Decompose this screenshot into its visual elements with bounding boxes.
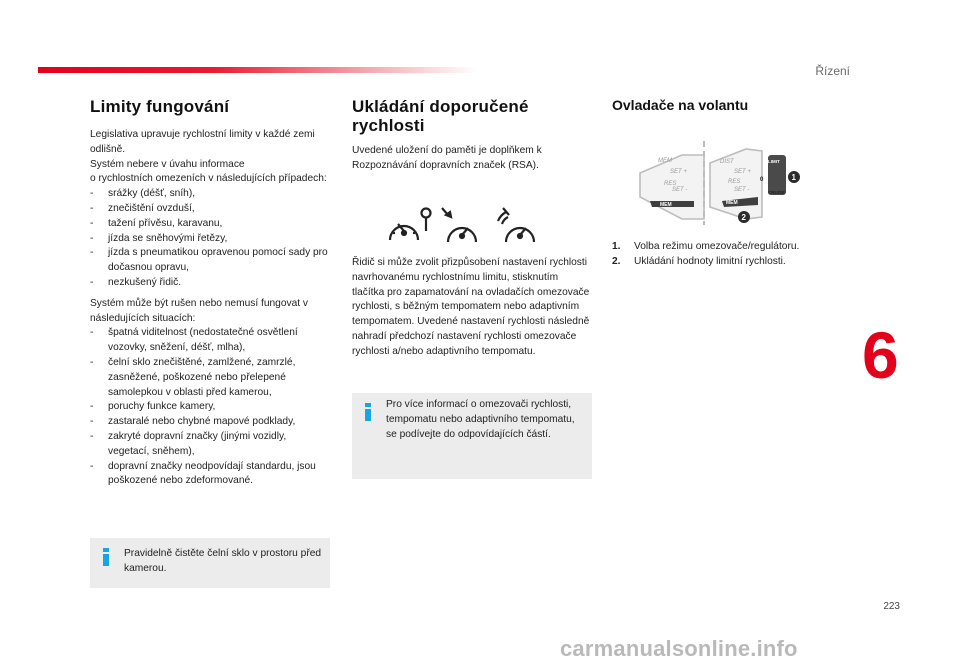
info-icon xyxy=(363,403,373,421)
svg-text:MEM: MEM xyxy=(726,200,738,206)
svg-text:1: 1 xyxy=(791,173,796,182)
list-item: - čelní sklo znečištěné, zamlžené, zamrzlé, zasněžené, poškozené nebo přelepené samolepkou v oblasti před kamerou, xyxy=(90,356,296,398)
list-item: - špatná viditelnost (nedostatečné osvětlení vozovky, sněžení, déšť, mlha), xyxy=(90,327,298,354)
intro-text-2: Systém nebere v úvahu informace xyxy=(90,158,245,170)
svg-text:CRUISE: CRUISE xyxy=(768,190,786,195)
body-text: Řidič si může zvolit přizpůsobení nastavení rychlosti navrhovanému rychlostnímu limitu, stisknutím tlačítka pro zapamatování na ovladačích omezovače rychlosti, s běžným tempomatem nebo adaptivním tempomatem. Uvedené nastavení rychlosti následně nahradí předchozí nastavení rychlosti omezovače rychlosti a/nebo adaptivního tempomatu. xyxy=(352,257,590,357)
speed-limiter-icon xyxy=(390,209,431,241)
situations-intro: Systém může být rušen nebo nemusí fungovat v následujících situacích: xyxy=(90,297,309,324)
chapter-title: Řízení xyxy=(815,64,850,78)
info-note xyxy=(352,393,592,479)
info-note xyxy=(90,538,330,588)
info-icon xyxy=(101,548,111,566)
svg-text:RES: RES xyxy=(664,181,677,187)
list-item: - nezkušený řidič. xyxy=(90,276,182,288)
adaptive-cruise-icon xyxy=(498,208,534,242)
controls-legend xyxy=(612,240,852,270)
svg-text:SET +: SET + xyxy=(670,169,687,175)
list-item: 2. Ukládání hodnoty limitní rychlosti. xyxy=(612,255,786,267)
memorisation-body xyxy=(352,256,592,360)
svg-text:LIMIT: LIMIT xyxy=(768,159,780,164)
watermark: carmanualsonline.info xyxy=(560,636,798,661)
list-item: - zastaralé nebo chybné mapové podklady, xyxy=(90,416,296,428)
section-title: Ovladače na volantu xyxy=(612,97,749,113)
svg-text:DIST: DIST xyxy=(720,159,734,165)
legend-list xyxy=(612,240,852,270)
svg-text:2: 2 xyxy=(741,213,746,222)
svg-text:SET +: SET + xyxy=(734,169,751,175)
conditions-list xyxy=(90,187,330,291)
intro-text: Uvedené uložení do paměti je doplňkem k Rozpoznávání dopravních značek (RSA). xyxy=(352,145,542,171)
list-item: - dopravní značky neodpovídají standardu, jsou poškozené nebo zdeformované. xyxy=(90,460,316,487)
operating-limits-section xyxy=(90,97,330,489)
svg-text:SET -: SET - xyxy=(734,187,750,193)
note-text: Pravidelně čistěte čelní sklo v prostoru před kamerou. xyxy=(124,548,322,574)
page-number: 223 xyxy=(883,601,900,612)
svg-text:SET -: SET - xyxy=(672,187,688,193)
list-item: - srážky (déšť, sníh), xyxy=(90,188,196,200)
list-item: - poruchy funkce kamery, xyxy=(90,401,216,413)
intro-text: Legislativa upravuje rychlostní limity v každé zemi odlišně. xyxy=(90,129,315,155)
steering-controls-figure xyxy=(634,133,824,227)
svg-text:RES: RES xyxy=(728,179,741,185)
situations-list xyxy=(90,326,330,489)
chapter-color-bar xyxy=(38,67,478,73)
list-item: - jízda s pneumatikou opravenou pomocí sady pro dočasnou opravu, xyxy=(90,247,328,274)
list-item: 1. Volba režimu omezovače/regulátoru. xyxy=(612,241,800,252)
chapter-number: 6 xyxy=(862,318,899,392)
section-title: Limity fungování xyxy=(90,97,230,116)
mem-button-left xyxy=(650,201,694,207)
list-item: - zakryté dopravní značky (jinými vozidly, vegetací, sněhem), xyxy=(90,430,287,457)
svg-text:0: 0 xyxy=(760,177,764,183)
section-title: Ukládání doporučené rychlosti xyxy=(352,97,529,135)
svg-text:MEM: MEM xyxy=(658,158,672,164)
speed-memorisation-section xyxy=(352,97,592,174)
cruise-control-icon xyxy=(442,208,476,242)
list-item: - jízda se sněhovými řetězy, xyxy=(90,232,228,244)
intro-text-3: o rychlostních omezeních v následujících případech: xyxy=(90,173,327,185)
note-text: Pro více informací o omezovači rychlosti, tempomatu nebo adaptivního tempomatu, se podívejte do odpovídajících částí. xyxy=(386,399,575,440)
svg-text:MEM: MEM xyxy=(660,202,672,208)
speed-icons-row xyxy=(386,206,546,248)
list-item: - tažení přívěsu, karavanu, xyxy=(90,217,223,229)
steering-controls-section xyxy=(612,97,852,113)
list-item: - znečištění ovzduší, xyxy=(90,202,195,214)
